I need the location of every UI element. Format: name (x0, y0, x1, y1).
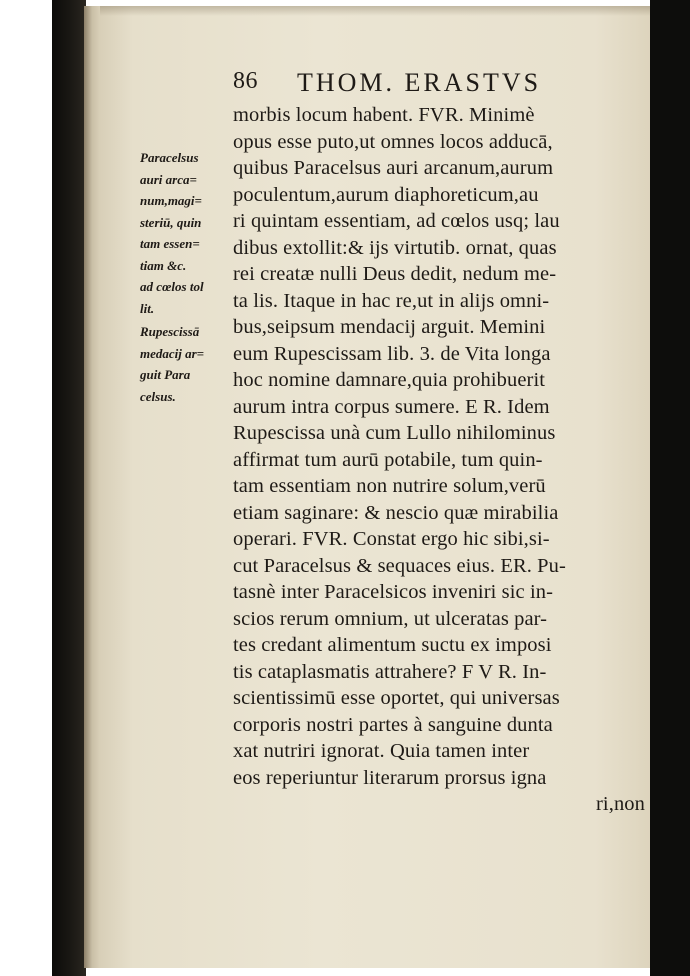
margin-notes (140, 147, 232, 407)
margin-note-line: steriū, quin (140, 214, 202, 230)
body-line: tis cataplasmatis attrahere? F V R. In- (233, 660, 547, 683)
body-line: scios rerum omnium, ut ulceratas par- (233, 607, 548, 630)
margin-note-line: num,magi= (140, 193, 202, 208)
body-line: affirmat tum aurū potabile, tum quin- (233, 448, 543, 471)
body-line: morbis locum habent. FVR. Minimè (233, 104, 535, 126)
body-line: dibus extollit:& ijs virtutib. ornat, quas (233, 236, 557, 259)
body-line: opus esse puto,ut omnes locos adducā, (233, 130, 553, 153)
margin-note-line: tiam &c. (140, 257, 187, 273)
margin-note (140, 147, 232, 319)
body-line: tes credant alimentum suctu ex imposi (233, 634, 552, 656)
margin-note-line: ad cœlos tol (140, 279, 204, 294)
body-text (233, 102, 645, 818)
body-line: tam essentiam non nutrire solum,verū (233, 475, 546, 497)
body-line: eos reperiuntur literarum prorsus igna (233, 766, 547, 789)
body-line: eum Rupescissam lib. 3. de Vita longa (233, 342, 551, 365)
margin-note-line: auri arca= (140, 171, 197, 187)
body-line: hoc nomine damnare,quia prohibuerit (233, 369, 546, 391)
body-line: Rupescissa unà cum Lullo nihilominus (233, 422, 556, 444)
running-head: THOM. ERASTVS (297, 68, 542, 97)
left-book-cover (52, 0, 86, 976)
margin-note-line: guit Para (140, 367, 191, 382)
body-line: rei creatæ nulli Deus dedit, nedum me- (233, 263, 557, 285)
body-line: cut Paracelsus & sequaces eius. ER. Pu- (233, 554, 566, 577)
margin-note-line: Paracelsus (140, 150, 199, 165)
body-line: aurum intra corpus sumere. E R. Idem (233, 395, 550, 418)
body-line: quibus Paracelsus auri arcanum,aurum (233, 157, 554, 179)
page-text-area (100, 0, 650, 976)
body-line: tasnè inter Paracelsicos inveniri sic in- (233, 581, 554, 603)
margin-note-line: lit. (140, 300, 155, 316)
body-line: bus,seipsum mendacij arguit. Memini (233, 316, 546, 338)
body-line: xat nutriri ignorat. Quia tamen inter (233, 740, 530, 762)
margin-note-line: medacij ar= (140, 345, 205, 361)
body-line: ta lis. Itaque in hac re,ut in alijs omni- (233, 289, 550, 312)
right-book-cover (650, 0, 690, 976)
catchword-line: ri,non (596, 793, 645, 815)
margin-note-line: Rupescissā (140, 324, 200, 339)
page-number: 86 (233, 68, 258, 94)
body-line: etiam saginare: & nescio quæ mirabilia (233, 501, 559, 524)
margin-note (140, 321, 232, 407)
margin-note-line: tam essen= (140, 236, 200, 251)
body-line: corporis nostri partes à sanguine dunta (233, 713, 553, 736)
page-header (233, 68, 633, 98)
body-line: operari. FVR. Constat ergo hic sibi,si- (233, 528, 550, 550)
body-line: ri quintam essentiam, ad cœlos usq; lau (233, 210, 560, 232)
body-line: scientissimū esse oportet, qui universas (233, 687, 560, 709)
body-line: poculentum,aurum diaphoreticum,au (233, 183, 539, 206)
margin-note-line: celsus. (140, 388, 176, 404)
